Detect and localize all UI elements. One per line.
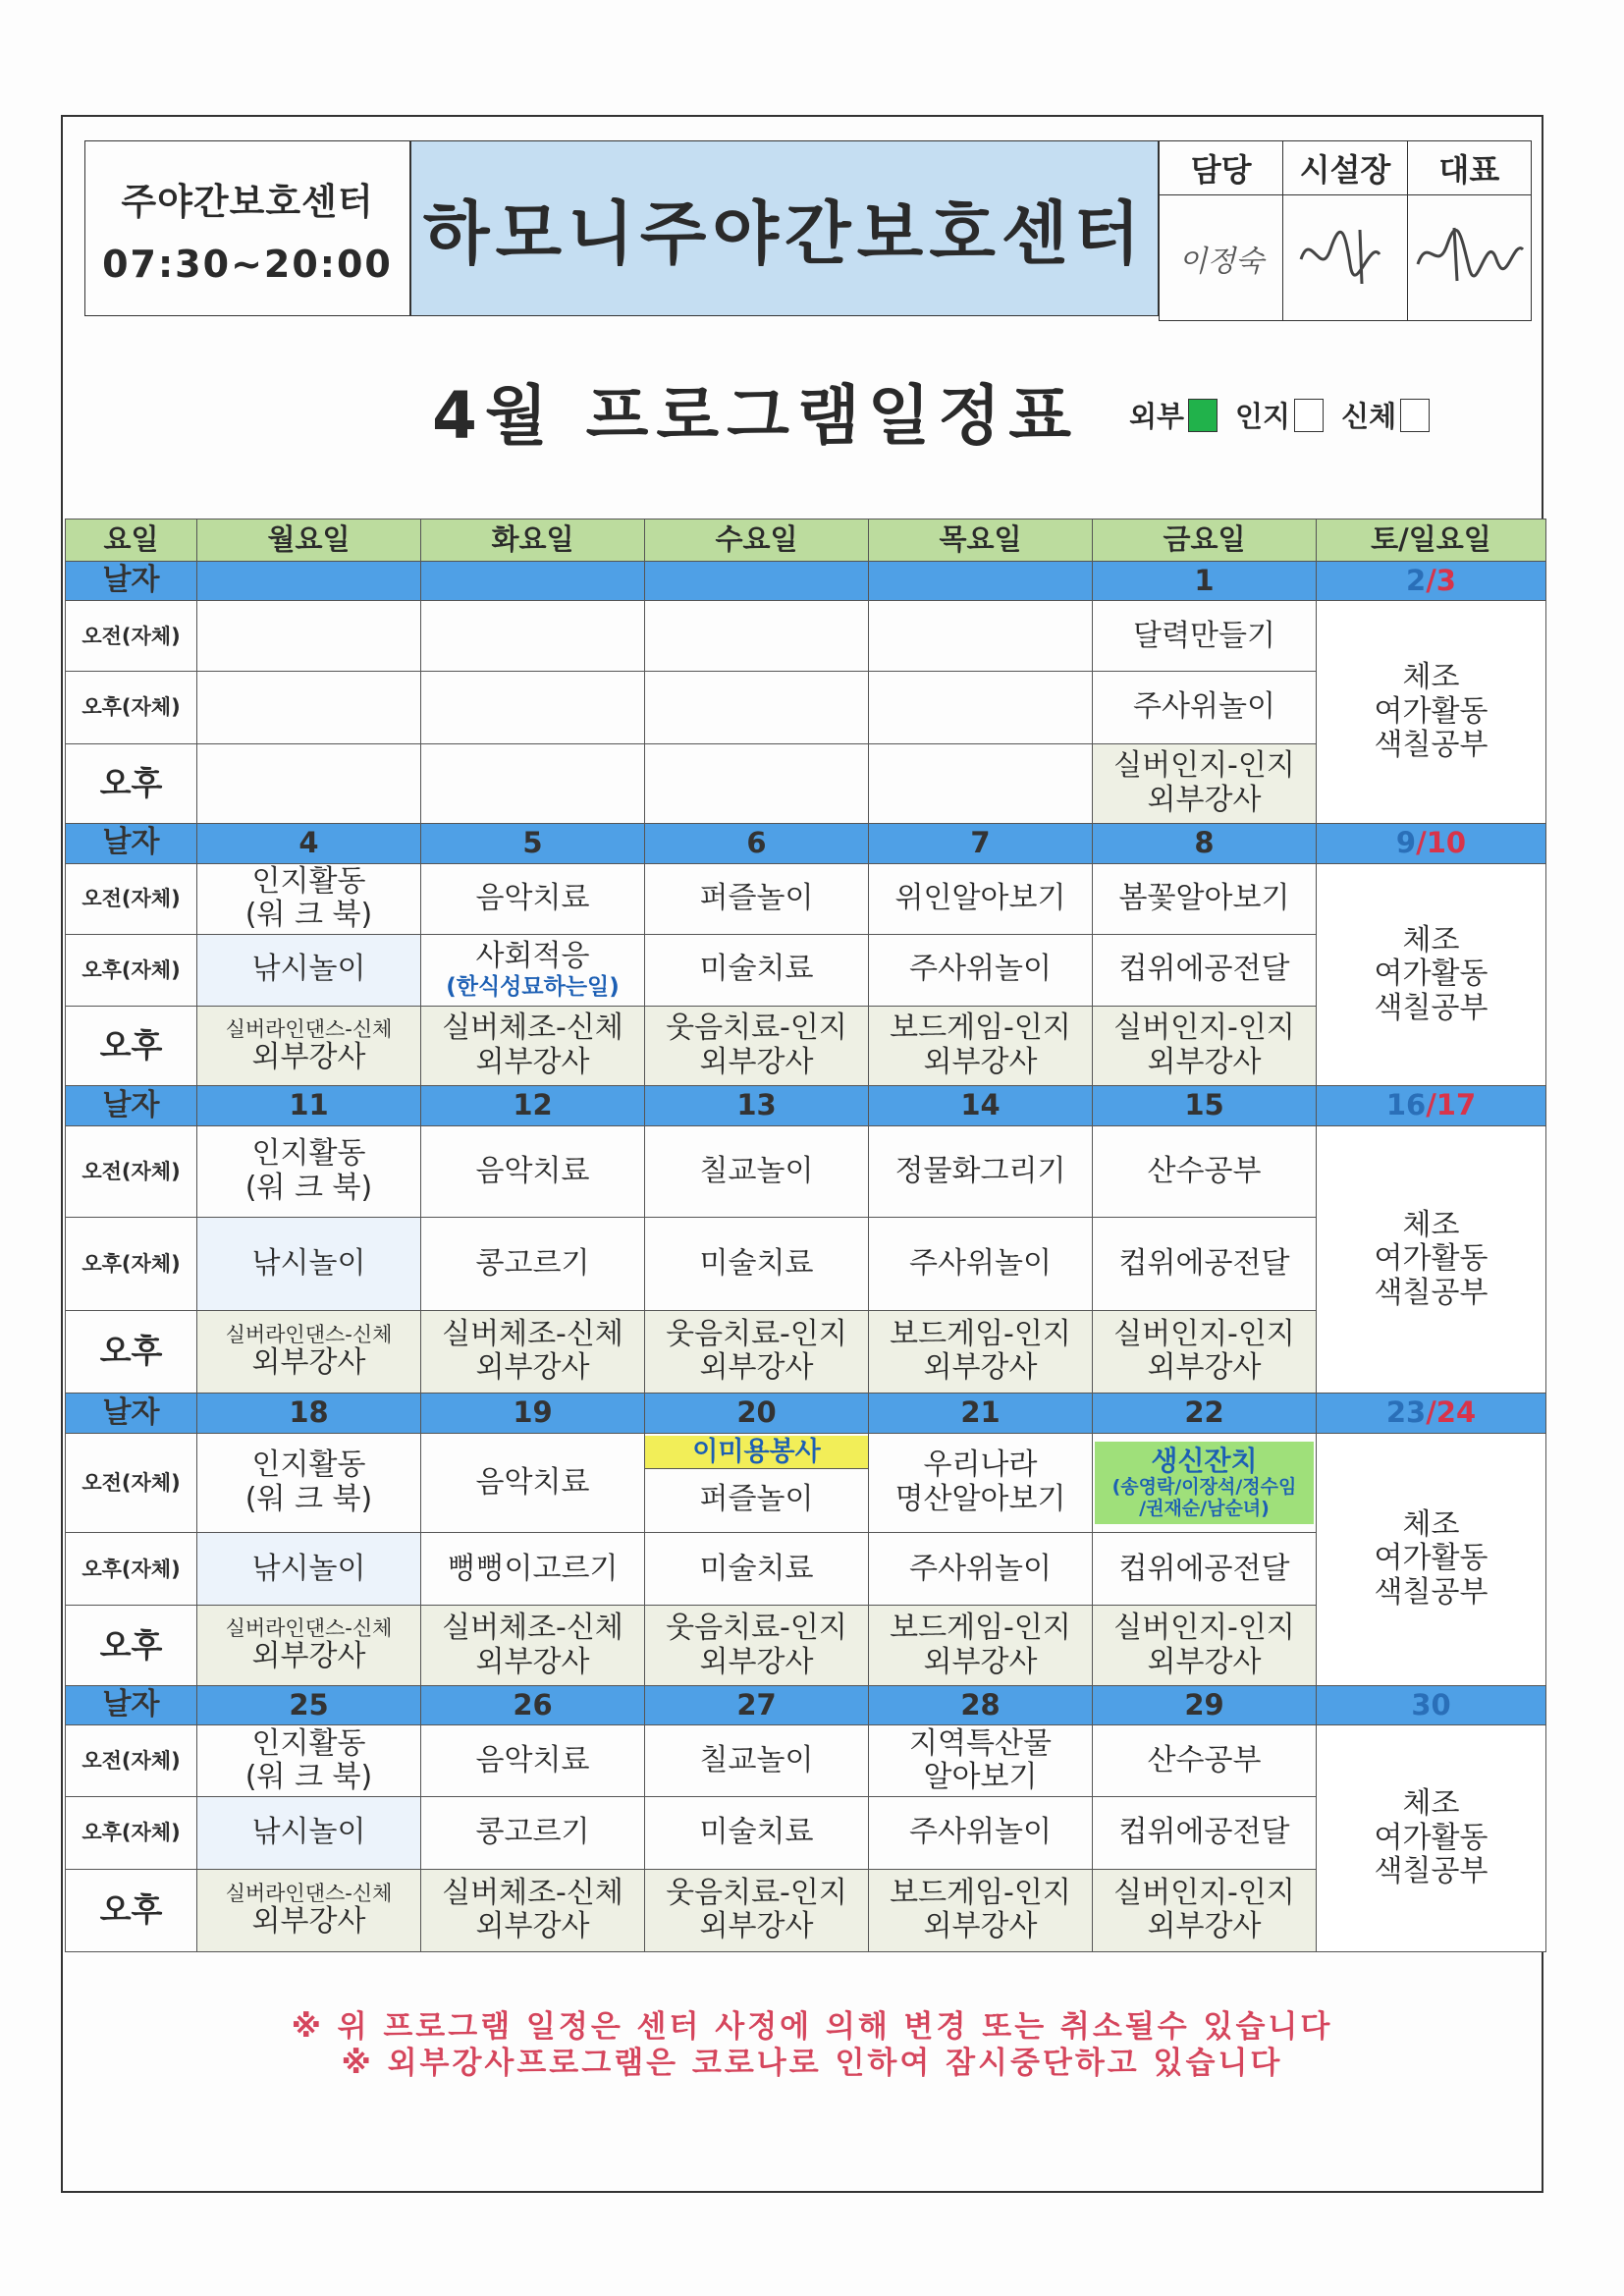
activity-cell bbox=[645, 1433, 869, 1533]
external-cell bbox=[197, 1006, 421, 1085]
date-row bbox=[66, 1393, 1546, 1433]
external-program: 실버체조-신체 bbox=[442, 1611, 623, 1645]
activity-cell: 컵위에공전달 bbox=[1093, 1218, 1317, 1310]
date-cell: 7 bbox=[869, 823, 1093, 863]
activity-sub: (워 크 북) bbox=[244, 898, 373, 933]
activity-cell: 주사위놀이 bbox=[1093, 672, 1317, 743]
col-header-mon: 월요일 bbox=[197, 519, 421, 562]
slot-label-pm: 오후(자체) bbox=[66, 934, 197, 1006]
page-title: 4월 프로그램일정표 bbox=[432, 378, 1079, 454]
date-separator: / bbox=[1416, 826, 1427, 859]
activity-cell: 정물화그리기 bbox=[869, 1125, 1093, 1217]
date-cell: 12 bbox=[421, 1086, 645, 1126]
external-program: 실버인지-인지 bbox=[1113, 1611, 1295, 1645]
weekend-activity: 체조 bbox=[1402, 1786, 1460, 1822]
external-instructor: 외부강사 bbox=[1147, 1644, 1262, 1679]
activity-name: 사회적응 bbox=[475, 939, 590, 974]
external-instructor: 외부강사 bbox=[699, 1644, 814, 1679]
date-cell: 26 bbox=[421, 1685, 645, 1725]
activity-name: 지역특산물 bbox=[909, 1725, 1052, 1761]
weekend-activity: 여가활동 bbox=[1374, 1820, 1489, 1855]
external-cell bbox=[197, 1310, 421, 1393]
activity-cell bbox=[197, 1433, 421, 1533]
approval-label-manager: 담당 bbox=[1160, 141, 1283, 195]
weekend-activities bbox=[1317, 1125, 1546, 1393]
activity-cell: 칠교놀이 bbox=[645, 1725, 869, 1797]
activity-cell bbox=[645, 672, 869, 743]
external-cell bbox=[645, 1310, 869, 1393]
external-program: 실버인지-인지 bbox=[1113, 1316, 1295, 1351]
external-instructor: 외부강사 bbox=[1147, 1044, 1262, 1079]
activity-cell: 낚시놀이 bbox=[197, 1797, 421, 1869]
activity-cell: 콩고르기 bbox=[421, 1218, 645, 1310]
weekend-activity: 여가활동 bbox=[1374, 1541, 1489, 1576]
activity-cell bbox=[645, 601, 869, 672]
activity-cell: 봄꽃알아보기 bbox=[1093, 863, 1317, 934]
activity-cell bbox=[421, 601, 645, 672]
external-cell bbox=[869, 1606, 1093, 1685]
external-program: 실버라인댄스-신체 bbox=[225, 1322, 393, 1346]
external-program: 실버체조-신체 bbox=[442, 1875, 623, 1910]
date-cell: 18 bbox=[197, 1393, 421, 1433]
external-instructor: 외부강사 bbox=[699, 1044, 814, 1079]
center-title-box bbox=[410, 140, 1159, 316]
volunteer-banner: 이미용봉사 bbox=[645, 1436, 868, 1469]
activity-cell: 주사위놀이 bbox=[869, 1533, 1093, 1606]
external-cell bbox=[421, 743, 645, 823]
legend-swatch-physical bbox=[1400, 399, 1430, 432]
external-program: 보드게임-인지 bbox=[890, 1875, 1071, 1910]
notice-line: ※ 위 프로그램 일정은 센터 사정에 의해 변경 또는 취소될수 있습니다 bbox=[291, 2009, 1333, 2045]
external-instructor: 외부강사 bbox=[923, 1350, 1038, 1386]
saturday-date: 16 bbox=[1385, 1088, 1427, 1122]
sunday-date: 17 bbox=[1435, 1088, 1477, 1122]
activity-cell: 음악치료 bbox=[421, 863, 645, 934]
date-label: 날자 bbox=[66, 1086, 197, 1126]
weekend-activity: 체조 bbox=[1402, 1207, 1460, 1242]
weekend-activity: 색칠공부 bbox=[1374, 990, 1489, 1025]
date-separator: / bbox=[1426, 1395, 1436, 1430]
external-instructor: 외부강사 bbox=[251, 1039, 366, 1074]
weekend-date-cell bbox=[1317, 823, 1546, 863]
signature-director bbox=[1283, 195, 1407, 321]
activity-name: 우리나라 bbox=[923, 1448, 1038, 1483]
activity-cell: 컵위에공전달 bbox=[1093, 934, 1317, 1006]
date-row bbox=[66, 823, 1546, 863]
activity-cell bbox=[869, 1725, 1093, 1797]
legend-label-physical: 신체 bbox=[1341, 400, 1397, 433]
weekend-activity: 색칠공부 bbox=[1374, 1854, 1489, 1889]
col-header-tue: 화요일 bbox=[421, 519, 645, 562]
external-program: 실버라인댄스-신체 bbox=[225, 1616, 393, 1641]
weekend-activities bbox=[1317, 1433, 1546, 1685]
date-cell: 14 bbox=[869, 1086, 1093, 1126]
activity-cell bbox=[197, 601, 421, 672]
operating-hours: 07:30~20:00 bbox=[102, 242, 393, 286]
legend-label-external: 외부 bbox=[1129, 400, 1185, 433]
activity-cell: 컵위에공전달 bbox=[1093, 1797, 1317, 1869]
date-cell: 6 bbox=[645, 823, 869, 863]
date-cell bbox=[645, 561, 869, 601]
birthday-party-box bbox=[1095, 1442, 1314, 1524]
activity-cell: 주사위놀이 bbox=[869, 1797, 1093, 1869]
external-program: 실버라인댄스-신체 bbox=[225, 1016, 393, 1041]
slot-label-pm: 오후(자체) bbox=[66, 672, 197, 743]
legend-item-cognitive bbox=[1235, 395, 1324, 435]
external-cell bbox=[645, 1606, 869, 1685]
activity-cell bbox=[869, 672, 1093, 743]
external-instructor: 외부강사 bbox=[251, 1345, 366, 1381]
birthday-names-1: (송영락/이장석/정수임 bbox=[1111, 1476, 1297, 1499]
center-type-label: 주야간보호센터 bbox=[121, 180, 374, 223]
external-instructor: 외부강사 bbox=[1147, 1350, 1262, 1386]
am-row bbox=[66, 1725, 1546, 1797]
signature-ceo bbox=[1407, 195, 1531, 321]
external-cell bbox=[1093, 1310, 1317, 1393]
weekend-activities bbox=[1317, 601, 1546, 824]
saturday-date: 23 bbox=[1385, 1395, 1427, 1430]
slot-label-external: 오후 bbox=[66, 1606, 197, 1685]
external-cell bbox=[869, 1869, 1093, 1951]
date-cell: 5 bbox=[421, 823, 645, 863]
activity-cell: 음악치료 bbox=[421, 1125, 645, 1217]
external-program: 실버인지-인지 bbox=[1113, 1011, 1295, 1046]
slot-label-am: 오전(자체) bbox=[66, 1725, 197, 1797]
legend-swatch-external bbox=[1188, 399, 1218, 432]
date-cell bbox=[421, 561, 645, 601]
external-program: 보드게임-인지 bbox=[890, 1011, 1071, 1046]
external-instructor: 외부강사 bbox=[923, 1644, 1038, 1679]
legend-label-cognitive: 인지 bbox=[1235, 400, 1291, 433]
weekend-activity: 체조 bbox=[1402, 1506, 1460, 1542]
activity-cell: 달력만들기 bbox=[1093, 601, 1317, 672]
external-instructor: 외부강사 bbox=[475, 1644, 590, 1679]
external-instructor: 외부강사 bbox=[251, 1639, 366, 1674]
activity-sub: (워 크 북) bbox=[244, 1170, 373, 1205]
date-cell: 25 bbox=[197, 1685, 421, 1725]
external-cell bbox=[197, 1606, 421, 1685]
date-cell: 15 bbox=[1093, 1086, 1317, 1126]
external-cell bbox=[421, 1310, 645, 1393]
activity-name-line2: 명산알아보기 bbox=[894, 1481, 1066, 1516]
weekend-activity: 여가활동 bbox=[1374, 1241, 1489, 1277]
approval-label-ceo: 대표 bbox=[1407, 141, 1531, 195]
external-program: 웃음치료-인지 bbox=[666, 1316, 847, 1351]
date-separator: / bbox=[1426, 1088, 1436, 1122]
date-cell: 11 bbox=[197, 1086, 421, 1126]
activity-cell: 낚시놀이 bbox=[197, 1218, 421, 1310]
activity-cell: 낚시놀이 bbox=[197, 1533, 421, 1606]
slot-label-external: 오후 bbox=[66, 1006, 197, 1085]
birthday-names-2: /권재순/남순녀) bbox=[1139, 1498, 1270, 1519]
external-instructor: 외부강사 bbox=[923, 1044, 1038, 1079]
external-instructor: 외부강사 bbox=[699, 1350, 814, 1386]
slot-label-external: 오후 bbox=[66, 743, 197, 823]
external-cell bbox=[645, 743, 869, 823]
date-cell: 27 bbox=[645, 1685, 869, 1725]
weekend-date-cell bbox=[1317, 561, 1546, 601]
activity-cell: 미술치료 bbox=[645, 1218, 869, 1310]
am-row bbox=[66, 601, 1546, 672]
activity-cell: 미술치료 bbox=[645, 934, 869, 1006]
col-header-thu: 목요일 bbox=[869, 519, 1093, 562]
weekend-activity: 체조 bbox=[1402, 660, 1460, 695]
external-cell bbox=[1093, 1606, 1317, 1685]
activity-cell bbox=[197, 1125, 421, 1217]
external-cell bbox=[197, 743, 421, 823]
activity-cell: 음악치료 bbox=[421, 1725, 645, 1797]
activity-cell bbox=[197, 672, 421, 743]
external-instructor: 외부강사 bbox=[251, 1904, 366, 1940]
sunday-date: 24 bbox=[1435, 1395, 1477, 1430]
activity-cell: 산수공부 bbox=[1093, 1125, 1317, 1217]
am-row bbox=[66, 1433, 1546, 1533]
col-header-wed: 수요일 bbox=[645, 519, 869, 562]
saturday-date: 30 bbox=[1411, 1687, 1451, 1722]
weekend-date-cell bbox=[1317, 1393, 1546, 1433]
activity-cell bbox=[869, 1433, 1093, 1533]
activity-cell: 칠교놀이 bbox=[645, 1125, 869, 1217]
date-cell: 28 bbox=[869, 1685, 1093, 1725]
date-row bbox=[66, 561, 1546, 601]
activity-sub: (워 크 북) bbox=[244, 1760, 373, 1795]
col-header-fri: 금요일 bbox=[1093, 519, 1317, 562]
date-cell: 1 bbox=[1093, 561, 1317, 601]
activity-name: 인지활동 bbox=[251, 1448, 366, 1483]
date-cell: 19 bbox=[421, 1393, 645, 1433]
external-instructor: 외부강사 bbox=[475, 1350, 590, 1386]
legend-item-physical bbox=[1341, 395, 1430, 435]
notice-line: ※ 외부강사프로그램은 코로나로 인하여 잠시중단하고 있습니다 bbox=[341, 2045, 1283, 2081]
date-cell: 20 bbox=[645, 1393, 869, 1433]
saturday-date: 9 bbox=[1395, 826, 1417, 859]
external-instructor: 외부강사 bbox=[1147, 1909, 1262, 1944]
external-program: 실버인지-인지 bbox=[1113, 1875, 1295, 1910]
external-cell bbox=[1093, 1006, 1317, 1085]
activity-name: 인지활동 bbox=[251, 1725, 366, 1761]
schedule-table bbox=[65, 519, 1546, 1952]
external-cell bbox=[645, 1006, 869, 1085]
external-program: 실버인지-인지 bbox=[1113, 748, 1295, 784]
external-cell bbox=[421, 1869, 645, 1951]
activity-cell: 콩고르기 bbox=[421, 1797, 645, 1869]
am-row bbox=[66, 1125, 1546, 1217]
date-label: 날자 bbox=[66, 1685, 197, 1725]
signature-manager bbox=[1160, 195, 1283, 321]
external-cell bbox=[869, 1006, 1093, 1085]
external-instructor: 외부강사 bbox=[475, 1044, 590, 1079]
slot-label-am: 오전(자체) bbox=[66, 601, 197, 672]
activity-name: 퍼즐놀이 bbox=[699, 1481, 814, 1516]
date-label: 날자 bbox=[66, 1393, 197, 1433]
activity-cell: 미술치료 bbox=[645, 1797, 869, 1869]
center-info-box bbox=[84, 140, 410, 316]
weekend-activity: 색칠공부 bbox=[1374, 728, 1489, 763]
activity-cell: 뻥뻥이고르기 bbox=[421, 1533, 645, 1606]
legend-swatch-cognitive bbox=[1294, 399, 1324, 432]
activity-cell: 위인알아보기 bbox=[869, 863, 1093, 934]
external-program: 보드게임-인지 bbox=[890, 1316, 1071, 1351]
col-header-weekend: 토/일요일 bbox=[1317, 519, 1546, 562]
date-cell: 8 bbox=[1093, 823, 1317, 863]
legend-item-external bbox=[1129, 395, 1218, 435]
activity-cell: 음악치료 bbox=[421, 1433, 645, 1533]
activity-cell: 주사위놀이 bbox=[869, 934, 1093, 1006]
slot-label-am: 오전(자체) bbox=[66, 1125, 197, 1217]
am-row bbox=[66, 863, 1546, 934]
date-label: 날자 bbox=[66, 561, 197, 601]
date-cell: 21 bbox=[869, 1393, 1093, 1433]
footer-notes bbox=[0, 2009, 1624, 2081]
saturday-date: 2 bbox=[1406, 563, 1427, 597]
external-program: 실버체조-신체 bbox=[442, 1316, 623, 1351]
weekend-activity: 여가활동 bbox=[1374, 957, 1489, 992]
activity-cell: 퍼즐놀이 bbox=[645, 863, 869, 934]
activity-cell: 미술치료 bbox=[645, 1533, 869, 1606]
activity-cell bbox=[421, 934, 645, 1006]
birthday-party-label: 생신잔치 bbox=[1151, 1444, 1258, 1477]
date-cell bbox=[197, 561, 421, 601]
external-cell bbox=[197, 1869, 421, 1951]
activity-cell: 산수공부 bbox=[1093, 1725, 1317, 1797]
external-instructor: 외부강사 bbox=[475, 1909, 590, 1944]
activity-cell bbox=[421, 672, 645, 743]
external-cell bbox=[645, 1869, 869, 1951]
external-program: 보드게임-인지 bbox=[890, 1611, 1071, 1645]
activity-cell: 주사위놀이 bbox=[869, 1218, 1093, 1310]
activity-cell: 낚시놀이 bbox=[197, 934, 421, 1006]
activity-cell bbox=[1093, 1433, 1317, 1533]
date-cell bbox=[869, 561, 1093, 601]
weekend-date-cell bbox=[1317, 1086, 1546, 1126]
date-row bbox=[66, 1685, 1546, 1725]
external-program: 실버체조-신체 bbox=[442, 1011, 623, 1046]
external-cell bbox=[1093, 743, 1317, 823]
date-cell: 29 bbox=[1093, 1685, 1317, 1725]
slot-label-pm: 오후(자체) bbox=[66, 1533, 197, 1606]
date-row bbox=[66, 1086, 1546, 1126]
external-program: 웃음치료-인지 bbox=[666, 1611, 847, 1645]
slot-label-am: 오전(자체) bbox=[66, 863, 197, 934]
weekday-header-row bbox=[66, 519, 1546, 562]
date-separator: / bbox=[1426, 563, 1436, 597]
external-cell bbox=[869, 1310, 1093, 1393]
activity-name-line2: 알아보기 bbox=[923, 1760, 1038, 1795]
approval-label-director: 시설장 bbox=[1283, 141, 1407, 195]
activity-cell: 컵위에공전달 bbox=[1093, 1533, 1317, 1606]
legend bbox=[1129, 395, 1430, 435]
weekend-activity: 색칠공부 bbox=[1374, 1275, 1489, 1310]
weekend-activity: 체조 bbox=[1402, 922, 1460, 957]
external-program: 실버라인댄스-신체 bbox=[225, 1881, 393, 1905]
external-instructor: 외부강사 bbox=[699, 1909, 814, 1944]
col-header-day: 요일 bbox=[66, 519, 197, 562]
slot-label-pm: 오후(자체) bbox=[66, 1218, 197, 1310]
activity-name: 인지활동 bbox=[251, 1136, 366, 1172]
slot-label-am: 오전(자체) bbox=[66, 1433, 197, 1533]
date-cell: 4 bbox=[197, 823, 421, 863]
center-title: 하모니주야간보호센터 bbox=[422, 193, 1147, 274]
activity-cell bbox=[197, 863, 421, 934]
weekend-activities bbox=[1317, 863, 1546, 1086]
sunday-date: 3 bbox=[1435, 563, 1456, 597]
activity-cell bbox=[197, 1725, 421, 1797]
date-label: 날자 bbox=[66, 823, 197, 863]
approval-table bbox=[1159, 140, 1532, 321]
external-instructor: 외부강사 bbox=[1147, 782, 1262, 817]
sunday-date: 10 bbox=[1426, 826, 1467, 859]
slot-label-external: 오후 bbox=[66, 1310, 197, 1393]
weekend-date-cell bbox=[1317, 1685, 1546, 1725]
external-cell bbox=[421, 1006, 645, 1085]
signature-director-mark bbox=[1291, 210, 1399, 299]
date-cell: 22 bbox=[1093, 1393, 1317, 1433]
signature-ceo-mark bbox=[1410, 210, 1528, 299]
activity-cell bbox=[869, 601, 1093, 672]
external-cell bbox=[869, 743, 1093, 823]
slot-label-pm: 오후(자체) bbox=[66, 1797, 197, 1869]
external-cell bbox=[1093, 1869, 1317, 1951]
activity-sub: (워 크 북) bbox=[244, 1481, 373, 1516]
external-program: 웃음치료-인지 bbox=[666, 1875, 847, 1910]
external-program: 웃음치료-인지 bbox=[666, 1011, 847, 1046]
activity-sub-note: (한식성묘하는일) bbox=[446, 973, 620, 1000]
activity-name: 인지활동 bbox=[251, 863, 366, 899]
weekend-activity: 색칠공부 bbox=[1374, 1574, 1489, 1610]
date-cell: 13 bbox=[645, 1086, 869, 1126]
weekend-activities bbox=[1317, 1725, 1546, 1952]
signature-manager-text: 이정숙 bbox=[1178, 244, 1265, 279]
external-cell bbox=[421, 1606, 645, 1685]
slot-label-external: 오후 bbox=[66, 1869, 197, 1951]
weekend-activity: 여가활동 bbox=[1374, 693, 1489, 729]
external-instructor: 외부강사 bbox=[923, 1909, 1038, 1944]
